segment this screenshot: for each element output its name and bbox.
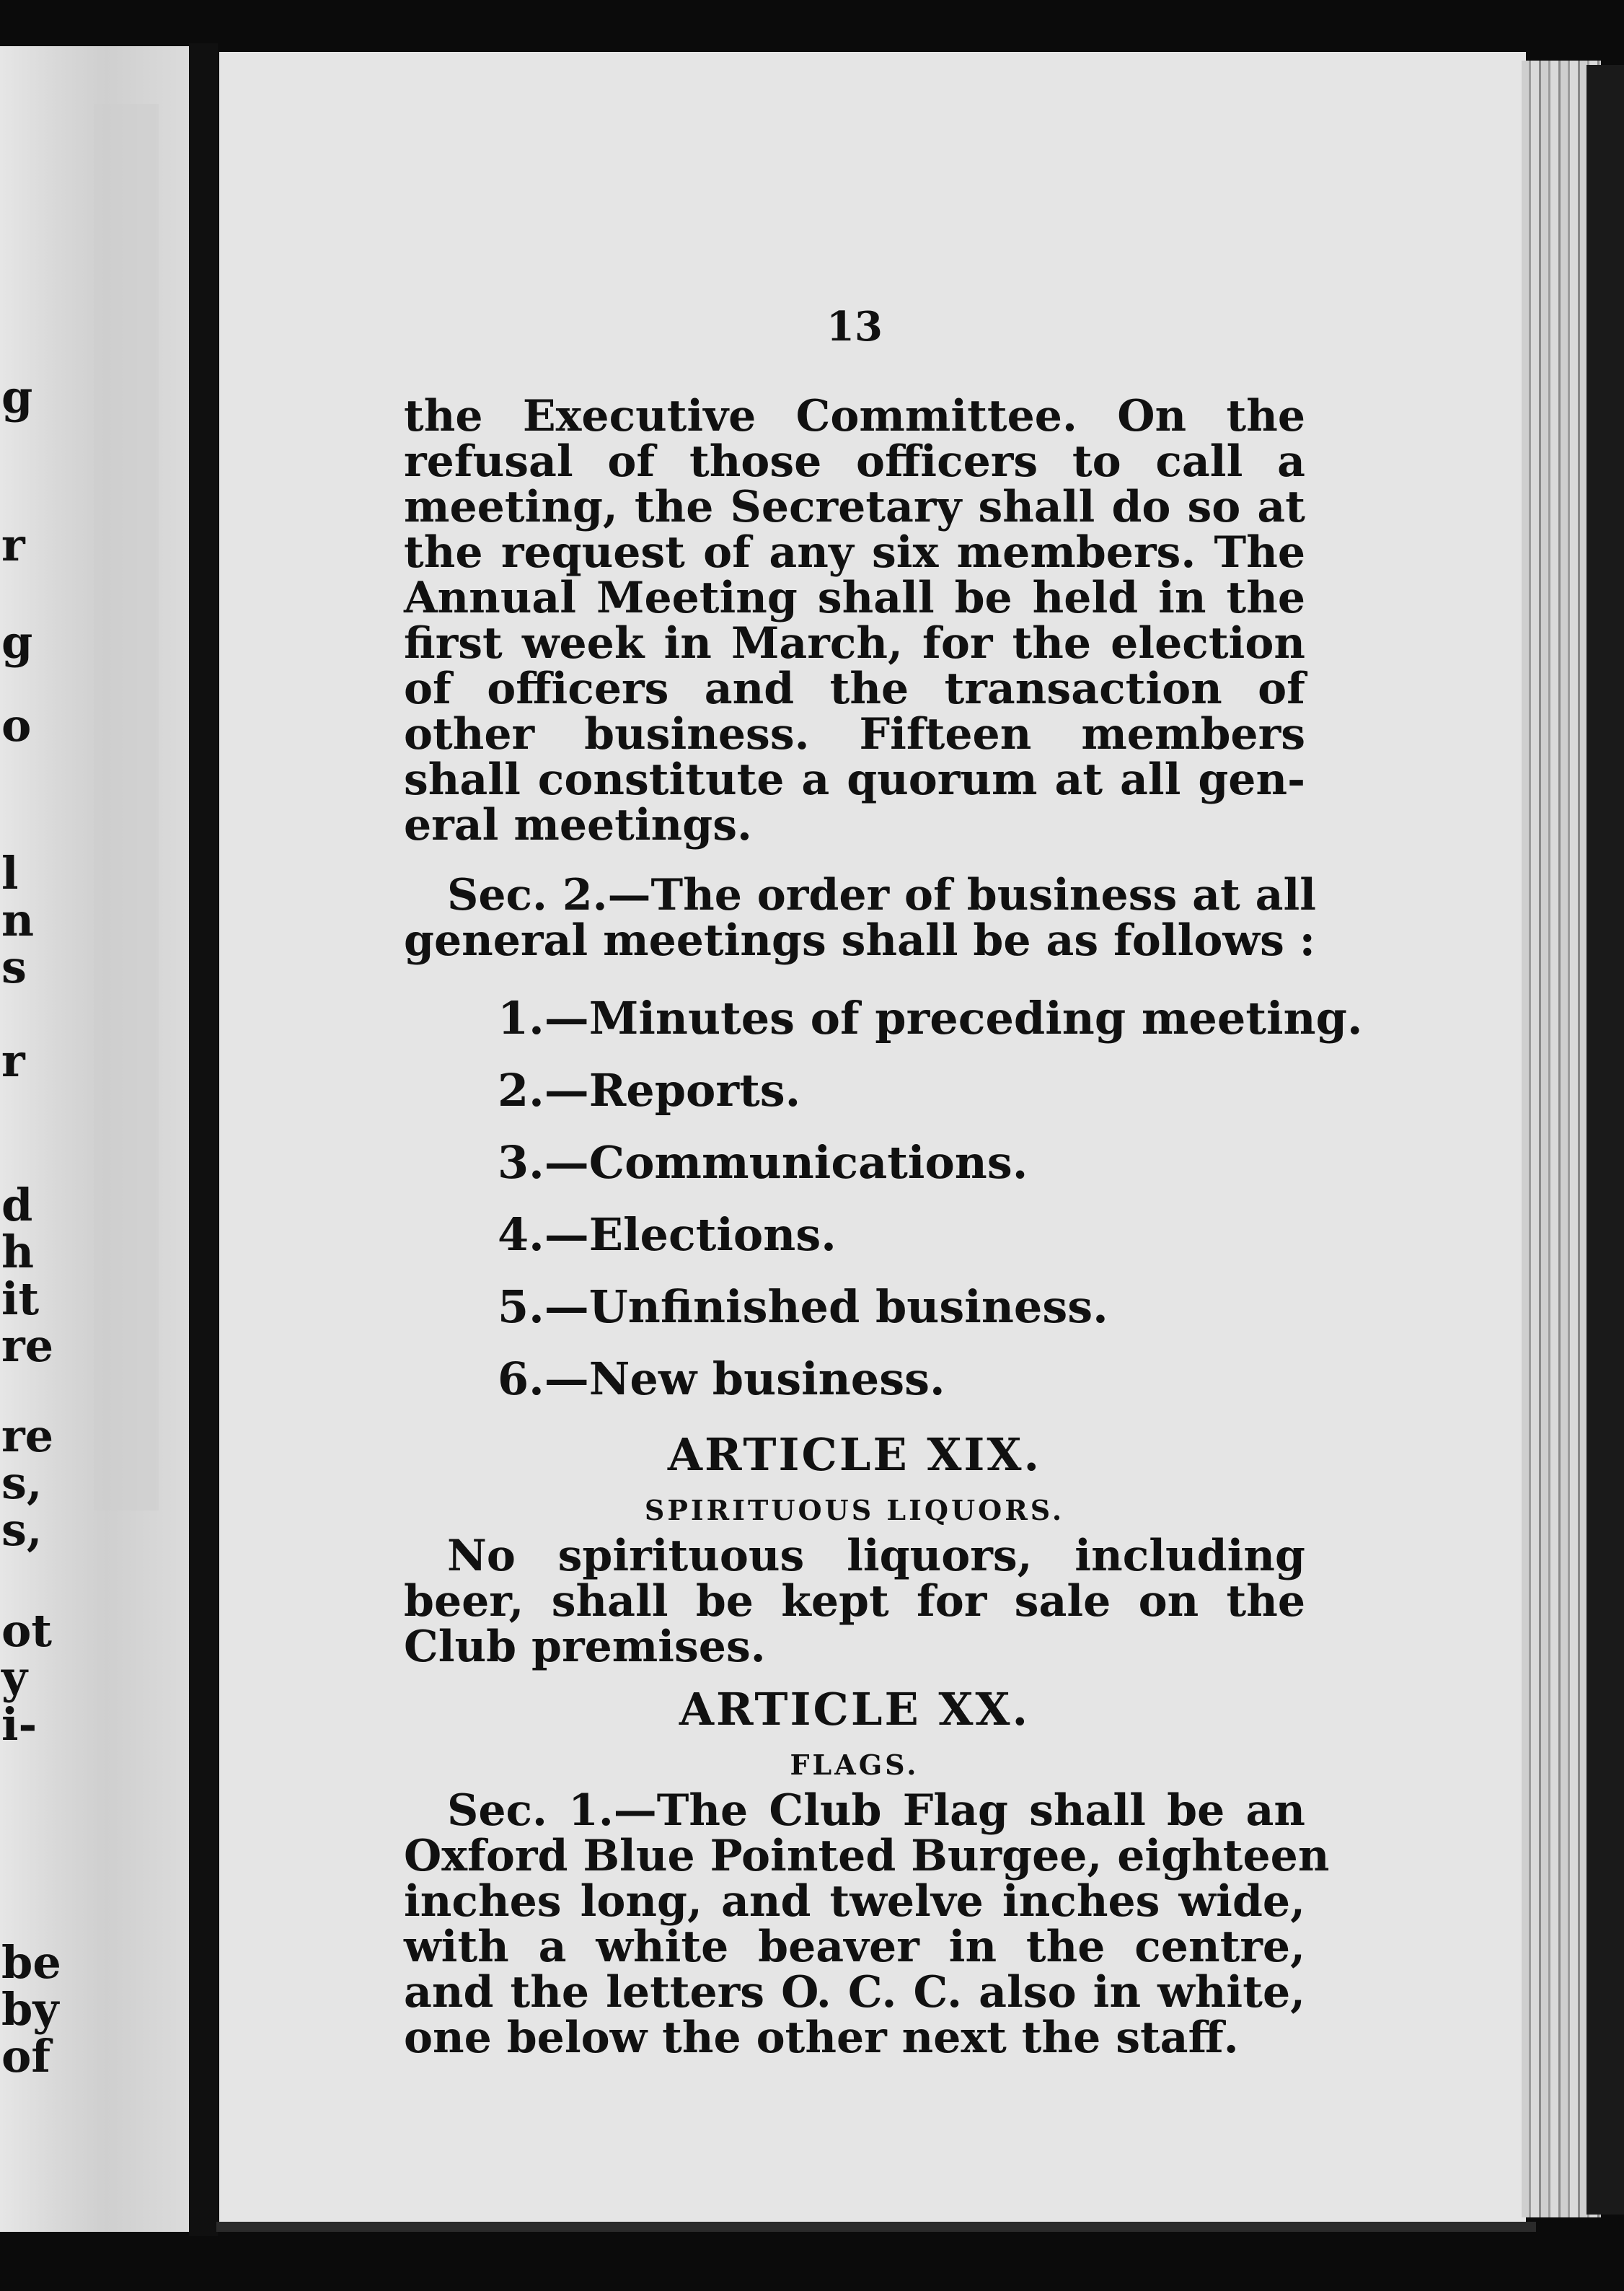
left-fragment: h xyxy=(1,1226,35,1278)
text-line: other business. Fifteen members xyxy=(404,709,1305,760)
left-fragment: g xyxy=(1,371,33,423)
article-xix-heading: ARTICLE XIX. xyxy=(667,1428,1042,1481)
text-line: Sec. 2.—The order of business at all xyxy=(447,870,1317,920)
text-line: the Executive Committee. On the xyxy=(404,391,1305,441)
left-fragment: s, xyxy=(1,1456,43,1509)
text-line: beer, shall be kept for sale on the xyxy=(404,1576,1305,1627)
left-fragment: re xyxy=(1,1410,54,1462)
article-continuation-paragraph xyxy=(404,391,1305,850)
text-line: No spirituous liquors, including xyxy=(447,1531,1305,1581)
article-xix-subheading: SPIRITUOUS LIQUORS. xyxy=(644,1494,1065,1526)
list-item: 2.—Reports. xyxy=(498,1064,801,1117)
left-fragment: g xyxy=(1,616,33,669)
left-page-shadow xyxy=(94,104,159,1511)
list-item: 6.—New business. xyxy=(498,1353,945,1405)
left-fragment: by xyxy=(1,1983,59,2036)
left-fragment: be xyxy=(1,1936,61,1989)
left-fragment: of xyxy=(1,2030,51,2083)
text-line: one below the other next the staff. xyxy=(404,2013,1239,2063)
list-item: 4.—Elections. xyxy=(498,1208,837,1261)
left-fragment: r xyxy=(1,519,25,571)
left-fragment: s, xyxy=(1,1503,43,1556)
left-fragment: r xyxy=(1,1034,25,1087)
text-line: Sec. 1.—The Club Flag shall be an xyxy=(447,1785,1305,1836)
book-spine-shadow xyxy=(189,43,218,2236)
article-xx-paragraph xyxy=(404,1785,1330,2063)
text-line: first week in March, for the election xyxy=(404,618,1305,669)
left-fragment: l xyxy=(1,847,19,900)
left-fragment: o xyxy=(1,699,32,752)
article-xx-heading: ARTICLE XX. xyxy=(679,1683,1031,1736)
article-xix-paragraph xyxy=(404,1531,1305,1672)
text-line: of officers and the transaction of xyxy=(404,664,1305,714)
left-fragment: y xyxy=(1,1651,28,1704)
left-fragment: it xyxy=(1,1272,40,1325)
bottom-border xyxy=(216,2222,1536,2232)
text-line: general meetings shall be as follows : xyxy=(404,915,1315,966)
left-fragment: re xyxy=(1,1319,54,1372)
list-item: 3.—Communications. xyxy=(498,1136,1028,1189)
order-of-business-list xyxy=(498,982,1363,1415)
text-line: the request of any six members. The xyxy=(404,527,1305,578)
text-line: Club premises. xyxy=(404,1622,766,1672)
page-number: 13 xyxy=(826,303,883,351)
text-line: inches long, and twelve inches wide, xyxy=(404,1876,1305,1927)
page-text xyxy=(404,303,1363,2063)
right-border xyxy=(1587,65,1624,2215)
text-line: with a white beaver in the centre, xyxy=(404,1922,1305,1972)
text-line: Oxford Blue Pointed Burgee, eighteen xyxy=(404,1831,1330,1881)
left-fragment: s xyxy=(1,941,27,993)
text-line: meeting, the Secretary shall do so at xyxy=(404,482,1305,532)
text-line: shall constitute a quorum at all gen- xyxy=(404,755,1305,805)
text-line: and the letters O. C. C. also in white, xyxy=(404,1967,1305,2018)
text-line: refusal of those officers to call a xyxy=(404,436,1305,487)
left-fragment: i- xyxy=(1,1698,37,1751)
text-line: eral meetings. xyxy=(404,800,752,850)
list-item: 5.—Unfinished business. xyxy=(498,1280,1108,1333)
list-item: 1.—Minutes of preceding meeting. xyxy=(498,992,1363,1045)
section-2-paragraph xyxy=(404,870,1317,966)
text-line: Annual Meeting shall be held in the xyxy=(404,573,1305,623)
left-fragment: ot xyxy=(1,1604,52,1657)
left-fragment: n xyxy=(1,894,35,946)
left-fragment: d xyxy=(1,1179,33,1231)
article-xx-subheading: FLAGS. xyxy=(790,1749,919,1781)
